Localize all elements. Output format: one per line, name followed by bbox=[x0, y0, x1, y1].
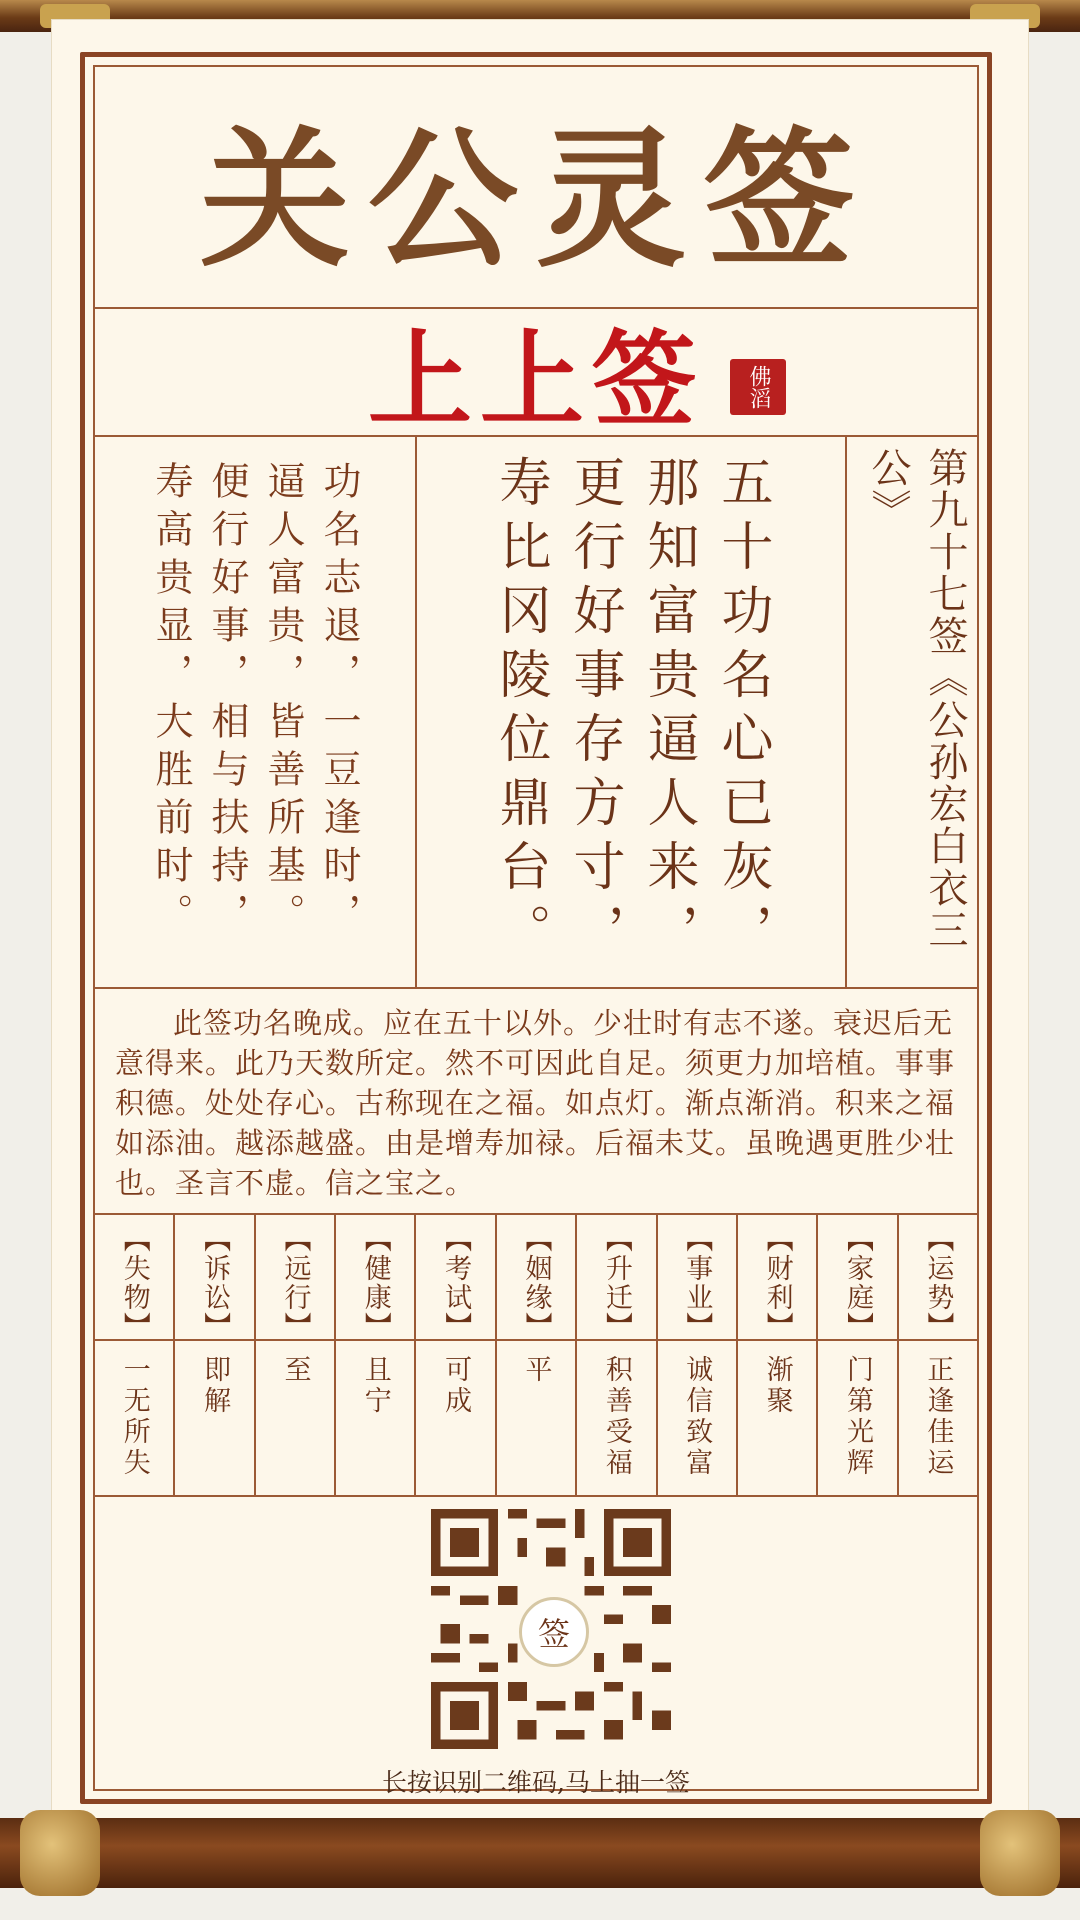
fortune-key: 【姻缘】 bbox=[520, 1225, 552, 1341]
fortune-key: 【诉讼】 bbox=[199, 1225, 231, 1341]
fortune-table bbox=[95, 1215, 977, 1495]
fortune-key: 【失物】 bbox=[118, 1225, 150, 1341]
qr-center-logo: 签 bbox=[519, 1597, 589, 1667]
fortune-key: 【考试】 bbox=[440, 1225, 472, 1341]
fortune-value: 一无所失 bbox=[118, 1355, 150, 1479]
fortune-cell bbox=[95, 1215, 173, 1495]
fortune-key: 【财利】 bbox=[761, 1225, 793, 1341]
fortune-grade: 上上签 bbox=[367, 319, 704, 441]
scroll-bottom-rod bbox=[0, 1818, 1080, 1888]
fortune-key: 【运势】 bbox=[922, 1225, 954, 1341]
explain-line: 寿高贵显，大胜前时。 bbox=[149, 461, 193, 941]
fortune-value: 积善受福 bbox=[600, 1355, 632, 1479]
poem-section bbox=[95, 437, 977, 987]
fortune-key: 【家庭】 bbox=[841, 1225, 873, 1341]
fortune-cell bbox=[897, 1215, 977, 1495]
scroll-bottom-cap-right bbox=[980, 1810, 1060, 1896]
fortune-cell bbox=[254, 1215, 334, 1495]
fortune-key: 【远行】 bbox=[279, 1225, 311, 1341]
fortune-cell bbox=[414, 1215, 494, 1495]
explanation-section bbox=[95, 989, 977, 1213]
fortune-key: 【升迁】 bbox=[600, 1225, 632, 1341]
inner-frame bbox=[93, 65, 979, 1797]
seal-stamp: 佛滔 bbox=[730, 359, 786, 415]
fortune-cell bbox=[816, 1215, 896, 1495]
fortune-value: 门第光辉 bbox=[841, 1355, 873, 1479]
qr-section bbox=[95, 1497, 977, 1809]
verse-line: 五十功名心已灰， bbox=[712, 455, 772, 967]
explain-line: 便行好事，相与扶持， bbox=[205, 461, 249, 941]
fortune-value: 正逢佳运 bbox=[922, 1355, 954, 1479]
fortune-key: 【健康】 bbox=[359, 1225, 391, 1341]
main-verse bbox=[415, 437, 845, 987]
fortune-value: 且宁 bbox=[359, 1355, 391, 1417]
verse-line: 更行好事存方寸， bbox=[564, 455, 624, 967]
outer-frame bbox=[80, 52, 992, 1804]
fortune-key: 【事业】 bbox=[681, 1225, 713, 1341]
title-section bbox=[95, 67, 977, 307]
fortune-value: 诚信致富 bbox=[681, 1355, 713, 1479]
fortune-cell bbox=[736, 1215, 816, 1495]
explain-verse bbox=[95, 437, 415, 987]
fortune-value: 平 bbox=[520, 1355, 552, 1386]
page-title: 关公灵签 bbox=[199, 112, 872, 288]
grade-section bbox=[95, 307, 977, 441]
sign-name-column bbox=[845, 437, 987, 987]
fortune-cell bbox=[656, 1215, 736, 1495]
scroll-paper bbox=[52, 20, 1028, 1826]
fortune-value: 至 bbox=[279, 1355, 311, 1386]
scroll-bottom-cap-left bbox=[20, 1810, 100, 1896]
fortune-cell bbox=[495, 1215, 575, 1495]
explain-line: 功名志退，一豆逢时， bbox=[317, 461, 361, 941]
verse-line: 寿比冈陵位鼎台。 bbox=[490, 455, 550, 967]
verse-line: 那知富贵逼人来， bbox=[638, 455, 698, 967]
explain-line: 逼人富贵，皆善所基。 bbox=[261, 461, 305, 941]
fortune-cell bbox=[575, 1215, 655, 1495]
fortune-value: 渐聚 bbox=[761, 1355, 793, 1417]
explanation-text: 此签功名晚成。应在五十以外。少壮时有志不遂。衰迟后无意得来。此乃天数所定。然不可因此自足。须更力加培植。事事积德。处处存心。古称现在之福。如点灯。渐点渐消。积来之福如添油。越添越盛。由是增寿加禄。后福未艾。虽晚遇更胜少壮也。圣言不虚。信之宝之。 bbox=[115, 1006, 956, 1200]
fortune-cell bbox=[334, 1215, 414, 1495]
fortune-value: 可成 bbox=[440, 1355, 472, 1417]
qr-caption: 长按识别二维码,马上抽一签 bbox=[382, 1768, 690, 1797]
sign-name: 第九十七签《公孙宏白衣三公》 bbox=[865, 447, 968, 951]
fortune-cell bbox=[173, 1215, 253, 1495]
fortune-value: 即解 bbox=[199, 1355, 231, 1417]
